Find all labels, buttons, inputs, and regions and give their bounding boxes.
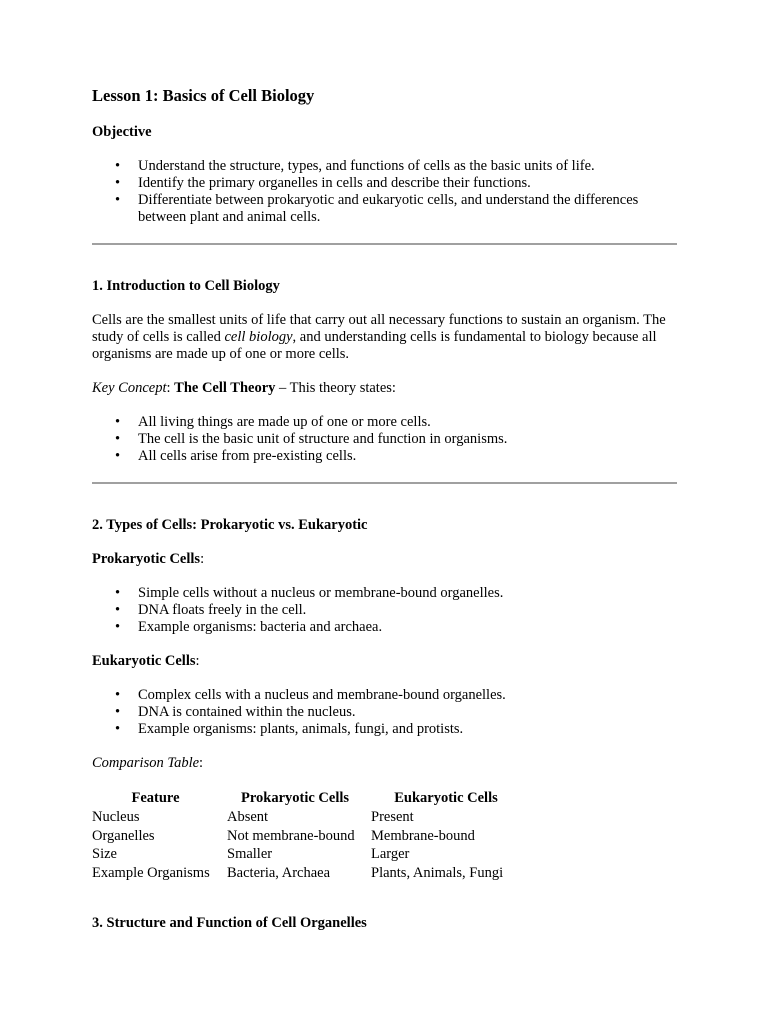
key-concept-line: [92, 380, 677, 397]
table-cell: Plants, Animals, Fungi: [371, 864, 504, 881]
objective-list: [92, 158, 677, 226]
document-page: [92, 86, 677, 932]
table-cell: Not membrane-bound: [227, 827, 355, 844]
list-item: • The cell is the basic unit of structure and function in organisms.: [138, 431, 677, 448]
table-row: [92, 845, 529, 864]
list-item: • Understand the structure, types, and functions of cells as the basic units of life.: [138, 158, 677, 175]
intro-paragraph: [92, 312, 677, 363]
table-header-row: [92, 789, 529, 808]
key-concept-rest: – This theory states:: [275, 380, 396, 396]
colon: :: [200, 551, 205, 567]
list-item: • All cells arise from pre-existing cells.: [138, 448, 677, 465]
lesson-title: Lesson 1: Basics of Cell Biology: [92, 86, 315, 105]
eukaryotic-list: [92, 687, 677, 738]
comparison-table-label-line: [92, 755, 677, 772]
section2-heading: 2. Types of Cells: Prokaryotic vs. Eukaryotic: [92, 517, 368, 533]
list-item: • Identify the primary organelles in cells and describe their functions.: [138, 175, 677, 192]
list-item: • Simple cells without a nucleus or membrane-bound organelles.: [138, 585, 677, 602]
column-header: Eukaryotic Cells: [394, 790, 498, 806]
table-row: [92, 808, 529, 827]
table-row: [92, 827, 529, 846]
table-cell: Bacteria, Archaea: [227, 864, 331, 881]
table-cell: Smaller: [227, 846, 273, 862]
objective-heading: Objective: [92, 124, 152, 140]
table-cell: Absent: [227, 809, 269, 825]
key-concept-label: Key Concept: [92, 380, 167, 396]
column-header: Prokaryotic Cells: [240, 790, 350, 806]
table-cell: Larger: [371, 846, 410, 862]
comparison-table-label: Comparison Table: [92, 755, 200, 771]
table-row: [92, 864, 529, 883]
prokaryotic-label-line: [92, 551, 677, 568]
eukaryotic-label: Eukaryotic Cells: [92, 653, 196, 669]
list-item: • Example organisms: bacteria and archaea.: [138, 619, 677, 636]
table-cell: Membrane-bound: [371, 827, 475, 844]
list-item: • Differentiate between prokaryotic and eukaryotic cells, and understand the differences between plant and animal cells.: [138, 192, 677, 226]
section1-heading: 1. Introduction to Cell Biology: [92, 278, 280, 294]
list-item: • DNA is contained within the nucleus.: [138, 704, 677, 721]
key-concept-colon: :: [166, 380, 175, 396]
section3-heading: 3. Structure and Function of Cell Organelles: [92, 915, 367, 931]
eukaryotic-label-line: [92, 653, 677, 670]
cell-theory-list: [92, 414, 677, 465]
comparison-table: [92, 789, 529, 882]
colon: :: [199, 755, 204, 771]
table-cell: Nucleus: [92, 809, 140, 825]
cell-theory-title: The Cell Theory: [174, 380, 276, 396]
prokaryotic-label: Prokaryotic Cells: [92, 551, 201, 567]
list-item: • All living things are made up of one or more cells.: [138, 414, 677, 431]
intro-text-2: , and understanding cells is fundamental to biology because all organisms are made up of one or more cells.: [92, 329, 657, 362]
list-item: • DNA floats freely in the cell.: [138, 602, 677, 619]
table-cell: Size: [92, 846, 117, 862]
table-cell: Organelles: [92, 827, 155, 844]
prokaryotic-list: [92, 585, 677, 636]
list-item: • Complex cells with a nucleus and membrane-bound organelles.: [138, 687, 677, 704]
section-divider: [92, 482, 677, 484]
intro-text-1: Cells are the smallest units of life that carry out all necessary functions to sustain an organism. The study of cells is called: [92, 312, 666, 345]
list-item: • Example organisms: plants, animals, fungi, and protists.: [138, 721, 677, 738]
column-header: Feature: [131, 790, 180, 806]
cell-biology-term: cell biology: [224, 329, 293, 345]
section-divider: [92, 243, 677, 245]
table-cell: Example Organisms: [92, 864, 210, 881]
table-cell: Present: [371, 809, 414, 825]
colon: :: [195, 653, 200, 669]
